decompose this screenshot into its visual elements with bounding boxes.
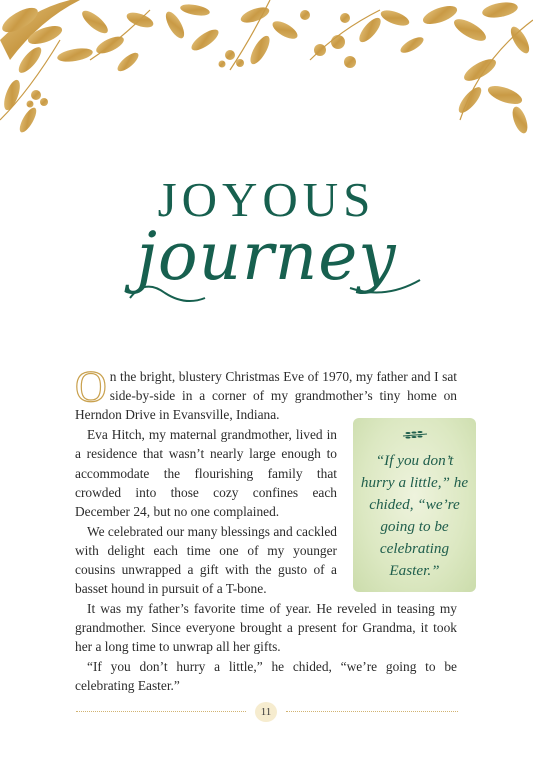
- paragraph-5: “If you don’t hurry a little,” he chided, “we’re going to be celebrating Easter.”: [75, 659, 457, 694]
- paragraph-1: [75, 362, 457, 425]
- paragraph-2: Eva Hitch, my maternal grandmother, lived in a residence that wasn’t nearly large enough to accommodate the flourishing family that crowded into those cozy confines each December 24, but no one complained.: [75, 427, 337, 519]
- gold-foliage-border: [0, 0, 533, 150]
- paragraph-3: We celebrated our many blessings and cackled with delight each time one of my younger cousins unwrapped a gift with the gusto of a basset hound in pursuit of a T-bone.: [75, 523, 337, 597]
- footer-dotted-rule-right: [286, 711, 458, 712]
- pull-quote-text: “If you don’t hurry a little,” he chided, “we’re going to be celebrating Easter.”: [360, 452, 469, 579]
- title-line-2: journey: [136, 218, 397, 295]
- pull-quote: [353, 418, 476, 592]
- title-swash-ornament: [125, 268, 425, 308]
- title-line-1: JOYOUS: [157, 172, 376, 227]
- page-number: 11: [255, 702, 277, 722]
- paragraph-text: n the bright, blustery Christmas Eve of 1970, my father and I sat side-by-side in a corner of my grandmother’s tiny home on Herndon Drive in Evansville, Indiana.: [75, 369, 457, 423]
- drop-cap: O: [75, 362, 107, 411]
- sprig-icon: [401, 430, 429, 440]
- paragraph-4: It was my father’s favorite time of year. He reveled in teasing my grandmother. Since everyone brought a present for Grandma, it took her a long time to unwrap all her gifts.: [75, 600, 457, 655]
- footer-dotted-rule-left: [76, 711, 246, 712]
